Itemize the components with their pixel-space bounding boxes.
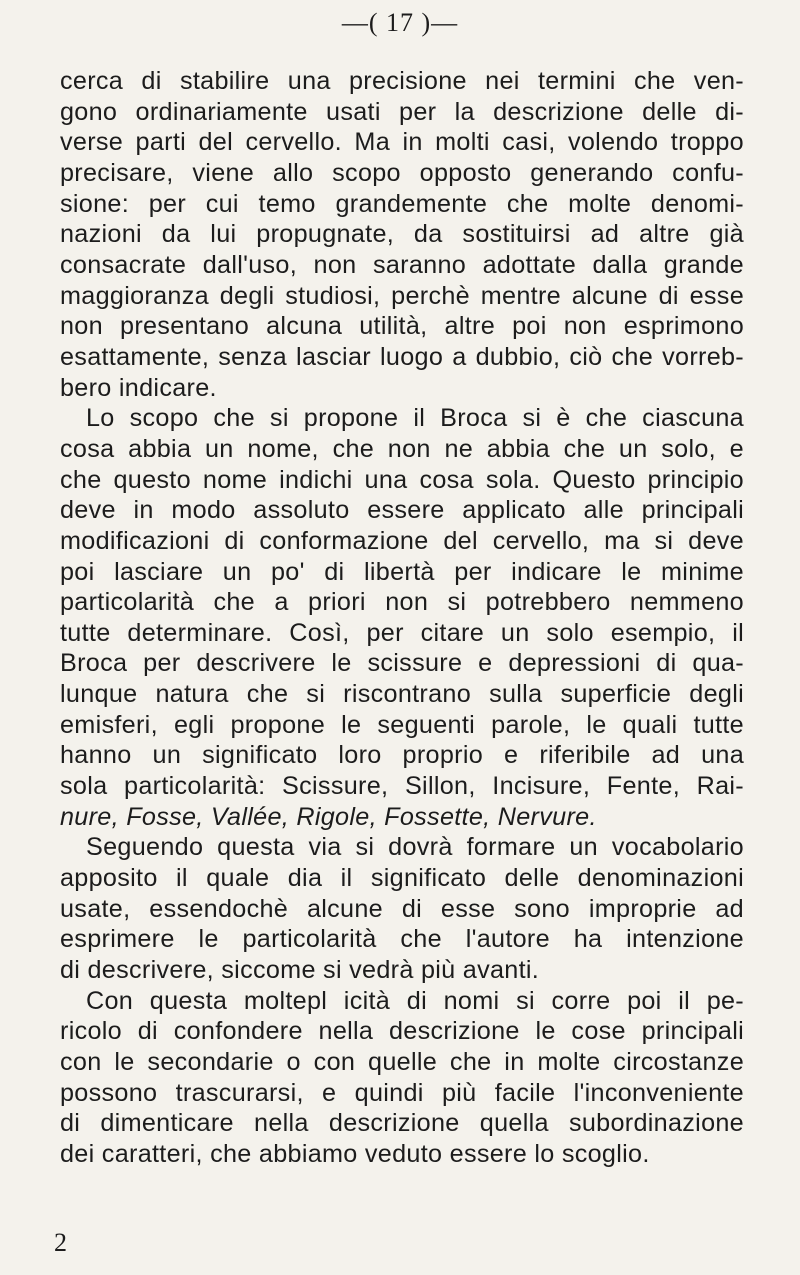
text-line: sione: per cui temo grandemente che molte denomi-: [60, 189, 744, 218]
text-line: tutte determinare. Così, per citare un solo esempio, il: [60, 618, 744, 647]
text-line: ricolo di confondere nella descrizione le cose principali: [60, 1017, 744, 1046]
text-line: Seguendo questa via si dovrà formare un vocabolario: [86, 833, 744, 862]
text-line: verse parti del cervello. Ma in molti casi, volendo troppo: [60, 128, 744, 157]
text-line: possono trascurarsi, e quindi più facile l'inconveniente: [60, 1078, 744, 1107]
text-line: particolarità che a priori non si potrebbero nemmeno: [60, 588, 744, 617]
text-line: consacrate dall'uso, non saranno adottate dalla grande: [60, 250, 744, 279]
text-line: modificazioni di conformazione del cervello, ma si deve: [60, 526, 744, 555]
body-text: [60, 66, 744, 1170]
text-line: esprimere le particolarità che l'autore ha intenzione: [60, 925, 744, 954]
text-line: cerca di stabilire una precisione nei termini che ven-: [60, 67, 744, 95]
text-line: lunque natura che si riscontrano sulla superficie degli: [60, 680, 744, 709]
text-line: nazioni da lui propugnate, da sostituirsi ad altre già: [60, 220, 744, 249]
text-line: di descrivere, siccome si vedrà più avanti.: [60, 956, 540, 985]
page-number-header: —( 17 )—: [341, 8, 459, 37]
text-line: di dimenticare nella descrizione quella subordinazione: [60, 1109, 744, 1138]
text-line: esattamente, senza lasciar luogo a dubbio, ciò che vorreb-: [60, 342, 744, 371]
signature-mark: 2: [54, 1228, 67, 1257]
text-line: apposito il quale dia il significato delle denominazioni: [60, 864, 744, 893]
text-line: poi lasciare un po' di libertà per indicare le minime: [60, 557, 744, 586]
text-line: dei caratteri, che abbiamo veduto essere lo scoglio.: [60, 1139, 650, 1168]
text-line: Broca per descrivere le scissure e depressioni di qua-: [60, 649, 744, 678]
text-line: che questo nome indichi una cosa sola. Questo principio: [60, 465, 744, 494]
text-line: nure, Fosse, Vallée, Rigole, Fossette, Nervure.: [60, 802, 597, 831]
text-line: con le secondarie o con quelle che in molte circostanze: [60, 1048, 744, 1076]
text-line: non presentano alcuna utilità, altre poi non esprimono: [60, 312, 744, 341]
text-line: deve in modo assoluto essere applicato alle principali: [60, 496, 744, 525]
text-line: precisare, viene allo scopo opposto generando confu-: [60, 158, 744, 187]
text-line: sola particolarità: Scissure, Sillon, Incisure, Fente, Rai-: [60, 772, 744, 801]
text-line: Lo scopo che si propone il Broca si è che ciascuna: [86, 404, 744, 433]
text-line: maggioranza degli studiosi, perchè mentre alcune di esse: [60, 281, 744, 310]
text-line: emisferi, egli propone le seguenti parole, le quali tutte: [60, 710, 744, 739]
text-line: cosa abbia un nome, che non ne abbia che un solo, e: [60, 434, 744, 463]
text-line: Con questa moltepl icità di nomi si corre poi il pe-: [86, 986, 744, 1015]
text-line: bero indicare.: [60, 373, 217, 402]
text-line: usate, essendochè alcune di esse sono improprie ad: [60, 894, 744, 923]
text-line: hanno un significato loro proprio e riferibile ad una: [60, 741, 744, 770]
text-line: gono ordinariamente usati per la descrizione delle di-: [60, 97, 744, 126]
